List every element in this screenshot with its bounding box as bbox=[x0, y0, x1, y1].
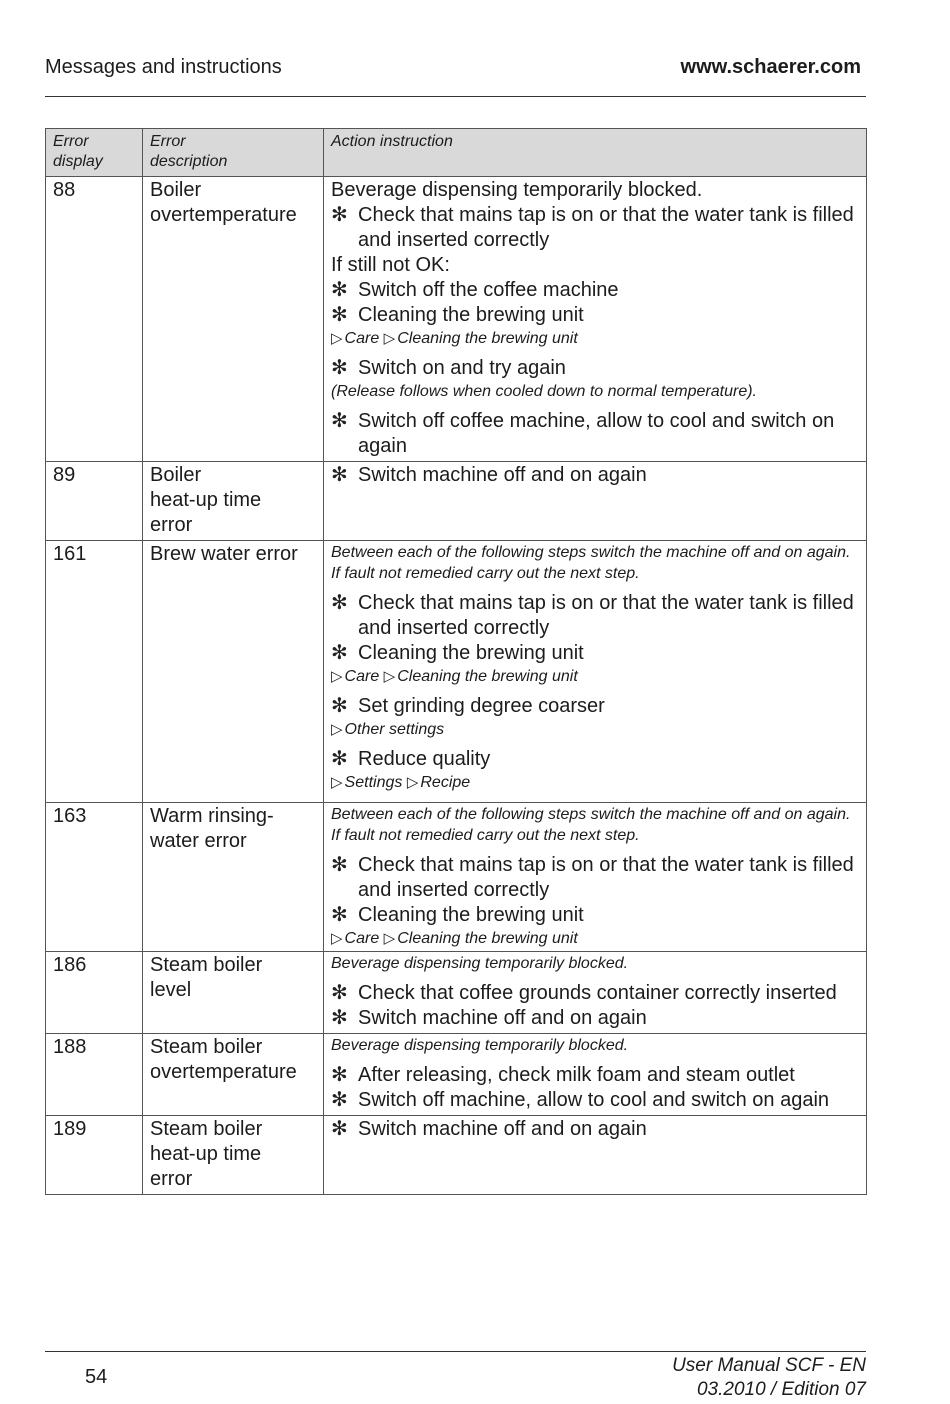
error-description-cell bbox=[143, 952, 324, 1034]
error-description-line: error bbox=[150, 1168, 193, 1190]
instruction-step-text: Check that mains tap is on or that the water tank is filled and inserted correctly bbox=[358, 854, 854, 901]
error-description-line: heat-up time bbox=[150, 1143, 262, 1165]
error-code-cell bbox=[46, 803, 143, 952]
instruction-step-text: Switch machine off and on again bbox=[358, 464, 647, 486]
snowflake-bullet-icon: ✻ bbox=[331, 204, 348, 226]
instruction-step bbox=[331, 1117, 859, 1142]
column-header-line: Error bbox=[53, 133, 89, 150]
error-description-line: Brew water error bbox=[150, 543, 298, 565]
instruction-step-text: Reduce quality bbox=[358, 748, 491, 770]
menu-path-item: Care bbox=[344, 330, 384, 347]
error-code-cell bbox=[46, 1116, 143, 1195]
error-code: 188 bbox=[53, 1036, 87, 1058]
snowflake-bullet-icon: ✻ bbox=[331, 1118, 348, 1140]
instruction-note: Between each of the following steps switch the machine off and on again. If fault not remedied carry out the next step. bbox=[331, 544, 851, 582]
error-description-cell bbox=[143, 803, 324, 952]
instruction-step bbox=[331, 356, 859, 381]
action-instruction-cell bbox=[324, 462, 867, 541]
snowflake-bullet-icon: ✻ bbox=[331, 1089, 348, 1111]
error-description-line: overtemperature bbox=[150, 204, 297, 226]
instruction-step-text: Check that mains tap is on or that the water tank is filled and inserted correctly bbox=[358, 592, 854, 639]
error-description-line: level bbox=[150, 979, 192, 1001]
error-description-line: Steam boiler bbox=[150, 1118, 263, 1140]
snowflake-bullet-icon: ✻ bbox=[331, 592, 348, 614]
menu-path bbox=[331, 928, 859, 949]
error-code: 89 bbox=[53, 464, 76, 486]
instruction-step bbox=[331, 303, 859, 328]
error-table bbox=[45, 128, 867, 1195]
error-description-cell bbox=[143, 462, 324, 541]
instruction-step-text: Cleaning the brewing unit bbox=[358, 304, 584, 326]
snowflake-bullet-icon: ✻ bbox=[331, 1064, 348, 1086]
triangle-right-icon: ▷ bbox=[331, 774, 343, 791]
error-code: 189 bbox=[53, 1118, 87, 1140]
error-description-cell bbox=[143, 177, 324, 462]
menu-path-item: Care bbox=[344, 930, 384, 947]
triangle-right-icon: ▷ bbox=[383, 668, 396, 685]
error-code-cell bbox=[46, 177, 143, 462]
instruction-text: If still not OK: bbox=[331, 254, 450, 276]
table-row bbox=[46, 1116, 867, 1195]
column-header-line: display bbox=[53, 153, 103, 170]
instruction-step-text: Check that mains tap is on or that the water tank is filled and inserted correctly bbox=[358, 204, 854, 251]
snowflake-bullet-icon: ✻ bbox=[331, 279, 348, 301]
column-header-line: Action instruction bbox=[331, 133, 453, 150]
action-instruction-cell bbox=[324, 1034, 867, 1116]
error-code: 163 bbox=[53, 805, 87, 827]
table-header-row bbox=[46, 129, 867, 177]
page-number: 54 bbox=[85, 1366, 108, 1388]
table-body bbox=[46, 177, 867, 1195]
menu-path-item: Cleaning the brewing unit bbox=[397, 930, 578, 947]
instruction-step bbox=[331, 278, 859, 303]
triangle-right-icon: ▷ bbox=[383, 330, 396, 347]
instruction-step bbox=[331, 1088, 859, 1113]
footer-divider bbox=[45, 1351, 866, 1352]
instruction-step-text: Switch machine off and on again bbox=[358, 1118, 647, 1140]
menu-path bbox=[331, 328, 859, 349]
error-description-line: Boiler bbox=[150, 464, 202, 486]
triangle-right-icon: ▷ bbox=[331, 721, 343, 738]
error-description-line: Steam boiler bbox=[150, 1036, 263, 1058]
menu-path-item: Other settings bbox=[344, 721, 445, 738]
column-header-action-instruction bbox=[324, 129, 867, 177]
instruction-step bbox=[331, 694, 859, 719]
error-description-line: overtemperature bbox=[150, 1061, 297, 1083]
instruction-step bbox=[331, 463, 859, 488]
triangle-right-icon: ▷ bbox=[331, 668, 343, 685]
error-description-cell bbox=[143, 1034, 324, 1116]
instruction-step-text: Switch off coffee machine, allow to cool and switch on again bbox=[358, 410, 835, 457]
snowflake-bullet-icon: ✻ bbox=[331, 904, 348, 926]
instruction-step-text: Switch machine off and on again bbox=[358, 1007, 647, 1029]
error-description-line: Warm rinsing- bbox=[150, 805, 274, 827]
instruction-step-text: Check that coffee grounds container correctly inserted bbox=[358, 982, 837, 1004]
menu-path bbox=[331, 719, 859, 740]
action-instruction-cell bbox=[324, 1116, 867, 1195]
snowflake-bullet-icon: ✻ bbox=[331, 1007, 348, 1029]
table-row bbox=[46, 952, 867, 1034]
header-divider bbox=[45, 96, 866, 97]
instruction-step bbox=[331, 981, 859, 1006]
manual-edition: 03.2010 / Edition 07 bbox=[696, 1379, 866, 1400]
menu-path bbox=[331, 772, 859, 793]
instruction-step bbox=[331, 747, 859, 772]
table-row bbox=[46, 541, 867, 803]
instruction-step bbox=[331, 203, 859, 253]
snowflake-bullet-icon: ✻ bbox=[331, 464, 348, 486]
action-instruction-cell bbox=[324, 803, 867, 952]
triangle-right-icon: ▷ bbox=[406, 774, 419, 791]
triangle-right-icon: ▷ bbox=[331, 930, 343, 947]
instruction-note: Beverage dispensing temporarily blocked. bbox=[331, 1037, 629, 1054]
column-header-line: Error bbox=[150, 133, 186, 150]
menu-path-item: Cleaning the brewing unit bbox=[397, 668, 578, 685]
error-code: 161 bbox=[53, 543, 87, 565]
action-instruction-cell bbox=[324, 177, 867, 462]
instruction-step bbox=[331, 1063, 859, 1088]
instruction-step-text: Switch on and try again bbox=[358, 357, 566, 379]
instruction-note: Between each of the following steps switch the machine off and on again. If fault not remedied carry out the next step. bbox=[331, 806, 851, 844]
error-code-cell bbox=[46, 541, 143, 803]
table-row bbox=[46, 462, 867, 541]
error-description-line: Steam boiler bbox=[150, 954, 263, 976]
action-instruction-cell bbox=[324, 952, 867, 1034]
instruction-note: Beverage dispensing temporarily blocked. bbox=[331, 955, 629, 972]
table-row bbox=[46, 177, 867, 462]
snowflake-bullet-icon: ✻ bbox=[331, 854, 348, 876]
table-row bbox=[46, 803, 867, 952]
triangle-right-icon: ▷ bbox=[383, 930, 396, 947]
column-header-error-description bbox=[143, 129, 324, 177]
instruction-step-text: Set grinding degree coarser bbox=[358, 695, 605, 717]
section-title: Messages and instructions bbox=[45, 56, 282, 78]
error-description-cell bbox=[143, 541, 324, 803]
website-url: www.schaerer.com bbox=[680, 56, 861, 78]
instruction-step-text: Switch off the coffee machine bbox=[358, 279, 619, 301]
snowflake-bullet-icon: ✻ bbox=[331, 695, 348, 717]
error-description-line: Boiler bbox=[150, 179, 202, 201]
action-instruction-cell bbox=[324, 541, 867, 803]
snowflake-bullet-icon: ✻ bbox=[331, 748, 348, 770]
table-row bbox=[46, 1034, 867, 1116]
snowflake-bullet-icon: ✻ bbox=[331, 357, 348, 379]
instruction-step bbox=[331, 903, 859, 928]
instruction-step-text: After releasing, check milk foam and steam outlet bbox=[358, 1064, 795, 1086]
snowflake-bullet-icon: ✻ bbox=[331, 982, 348, 1004]
instruction-step bbox=[331, 409, 859, 459]
snowflake-bullet-icon: ✻ bbox=[331, 304, 348, 326]
error-description-line: heat-up time bbox=[150, 489, 262, 511]
instruction-step bbox=[331, 641, 859, 666]
error-code-cell bbox=[46, 1034, 143, 1116]
menu-path-item: Cleaning the brewing unit bbox=[397, 330, 578, 347]
instruction-step bbox=[331, 591, 859, 641]
error-code: 88 bbox=[53, 179, 76, 201]
error-code-cell bbox=[46, 952, 143, 1034]
error-code: 186 bbox=[53, 954, 87, 976]
error-description-line: water error bbox=[150, 830, 247, 852]
triangle-right-icon: ▷ bbox=[331, 330, 343, 347]
menu-path-item: Recipe bbox=[420, 774, 471, 791]
instruction-step bbox=[331, 853, 859, 903]
instruction-step bbox=[331, 1006, 859, 1031]
error-description-line: error bbox=[150, 514, 193, 536]
snowflake-bullet-icon: ✻ bbox=[331, 642, 348, 664]
manual-title: User Manual SCF - EN bbox=[672, 1355, 866, 1376]
instruction-note: (Release follows when cooled down to normal temperature). bbox=[331, 383, 757, 400]
snowflake-bullet-icon: ✻ bbox=[331, 410, 348, 432]
error-code-cell bbox=[46, 462, 143, 541]
instruction-text: Beverage dispensing temporarily blocked. bbox=[331, 179, 703, 201]
menu-path-item: Settings bbox=[344, 774, 407, 791]
error-description-cell bbox=[143, 1116, 324, 1195]
instruction-step-text: Cleaning the brewing unit bbox=[358, 642, 584, 664]
instruction-step-text: Switch off machine, allow to cool and switch on again bbox=[358, 1089, 830, 1111]
column-header-error-display bbox=[46, 129, 143, 177]
menu-path-item: Care bbox=[344, 668, 384, 685]
column-header-line: description bbox=[150, 153, 228, 170]
menu-path bbox=[331, 666, 859, 687]
instruction-step-text: Cleaning the brewing unit bbox=[358, 904, 584, 926]
